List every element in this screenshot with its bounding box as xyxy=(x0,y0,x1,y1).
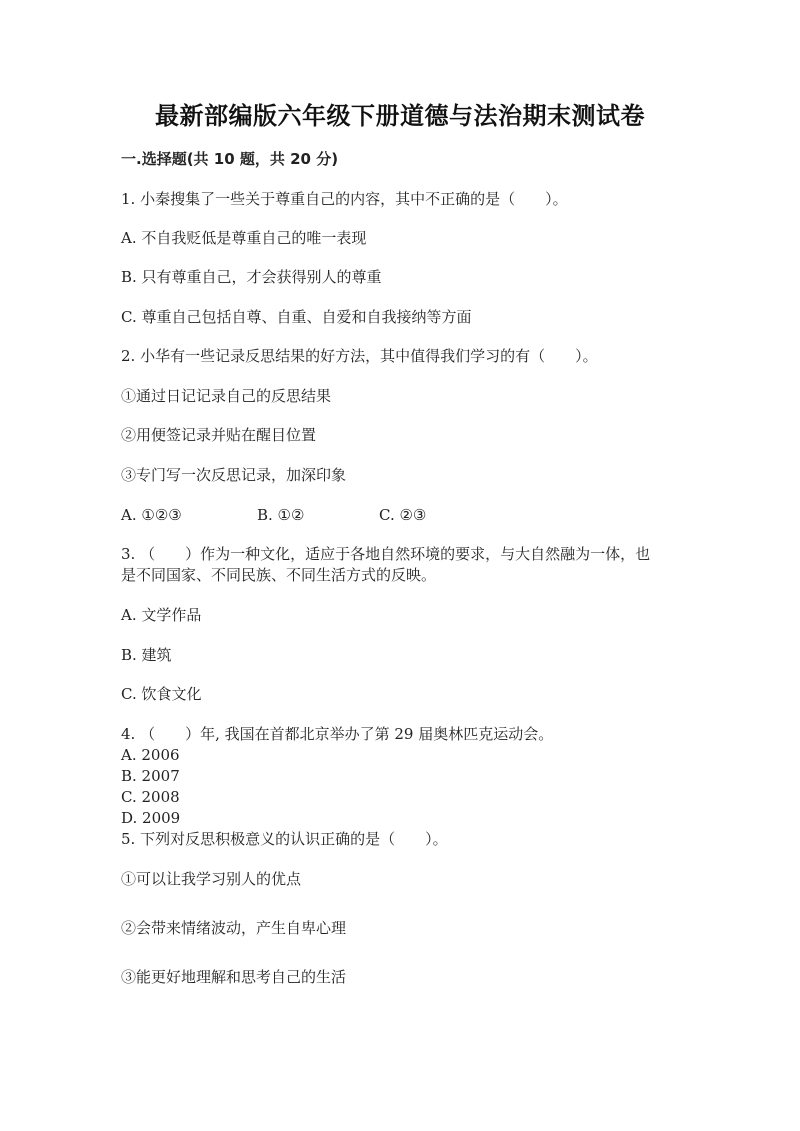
question-1-option-c: C. 尊重自己包括自尊、自重、自爱和自我接纳等方面 xyxy=(121,308,472,326)
question-2-item-2: ②用便签记录并贴在醒目位置 xyxy=(121,426,317,444)
question-3-stem: 3. （ ）作为一种文化，适应于各地自然环境的要求，与大自然融为一体，也是不同国家、不同民族、不同生活方式的反映。 xyxy=(121,545,651,584)
question-3-option-c: C. 饮食文化 xyxy=(121,685,202,703)
question-2-option-a: A. ①②③ xyxy=(121,506,182,524)
question-5-item-3: ③能更好地理解和思考自己的生活 xyxy=(121,968,347,986)
question-2-option-c: C. ②③ xyxy=(379,506,427,524)
question-1-option-b: B. 只有尊重自己，才会获得别人的尊重 xyxy=(121,268,382,286)
question-4-option-b: B. 2007 xyxy=(121,767,180,785)
question-4-option-d: D. 2009 xyxy=(121,809,181,827)
question-3-option-a: A. 文学作品 xyxy=(121,606,202,624)
question-2-item-1: ①通过日记记录自己的反思结果 xyxy=(121,387,332,405)
question-4-option-c: C. 2008 xyxy=(121,788,180,806)
question-5-item-1: ①可以让我学习别人的优点 xyxy=(121,870,302,888)
question-3-option-b: B. 建筑 xyxy=(121,646,172,664)
question-2-option-b: B. ①② xyxy=(257,506,305,524)
question-2-stem: 2. 小华有一些记录反思结果的好方法，其中值得我们学习的有（ ）。 xyxy=(121,347,598,365)
question-2-item-3: ③专门写一次反思记录，加深印象 xyxy=(121,466,347,484)
page-title: 最新部编版六年级下册道德与法治期末测试卷 xyxy=(155,102,645,130)
question-1-stem: 1. 小秦搜集了一些关于尊重自己的内容，其中不正确的是（ ）。 xyxy=(121,190,568,208)
question-2-options-row xyxy=(121,505,681,526)
question-5-item-2: ②会带来情绪波动，产生自卑心理 xyxy=(121,919,347,937)
question-4-stem: 4. （ ）年, 我国在首都北京举办了第 29 届奥林匹克运动会。 xyxy=(121,725,554,743)
question-5-stem: 5. 下列对反思积极意义的认识正确的是（ ）。 xyxy=(121,830,448,848)
question-1-option-a: A. 不自我贬低是尊重自己的唯一表现 xyxy=(121,229,367,247)
section-heading: 一.选择题(共 10 题，共 20 分) xyxy=(121,150,339,168)
question-4-option-a: A. 2006 xyxy=(121,746,180,764)
